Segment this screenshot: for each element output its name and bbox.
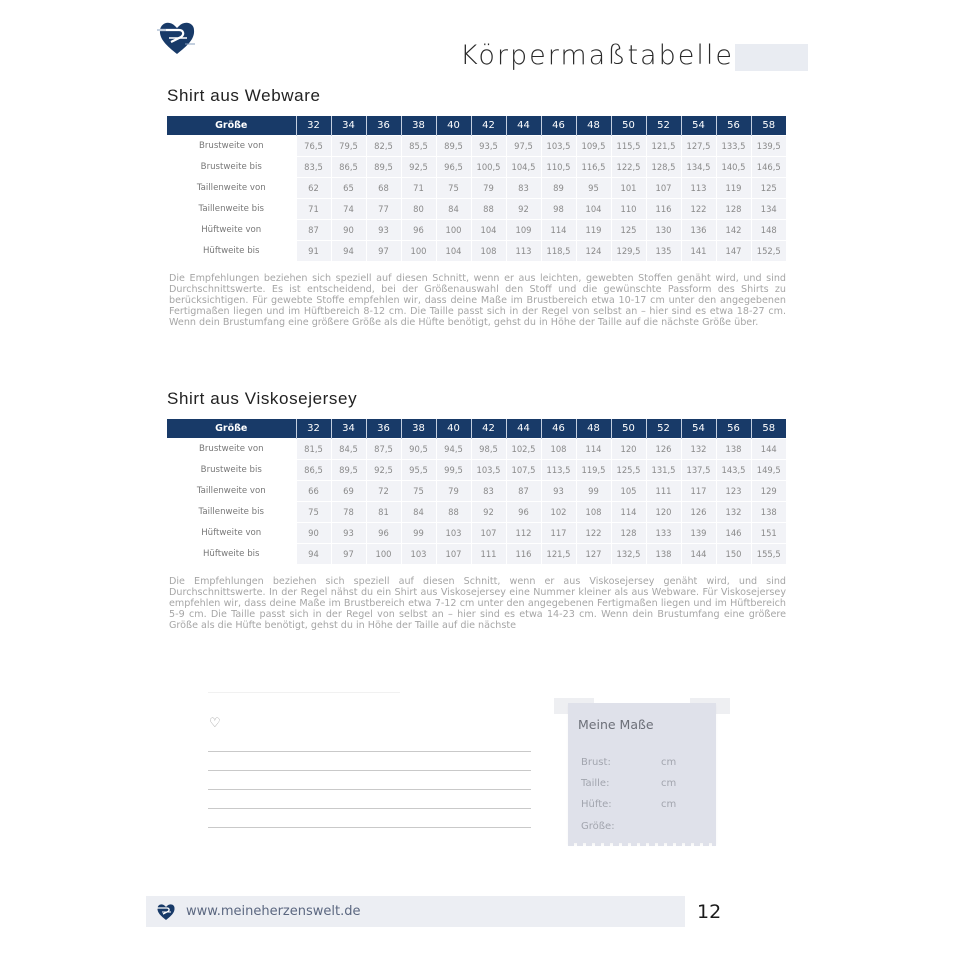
table-cell: 97 <box>366 240 401 261</box>
table-header-row <box>167 116 786 135</box>
size-column-header: 34 <box>331 116 366 135</box>
table-cell: 121,5 <box>646 135 681 156</box>
size-column-header: 52 <box>646 116 681 135</box>
table-cell: 146,5 <box>751 156 786 177</box>
table-cell: 122 <box>576 522 611 543</box>
size-column-header: 54 <box>681 116 716 135</box>
table-cell: 90 <box>331 219 366 240</box>
table-cell: 146 <box>716 522 751 543</box>
table-cell: 89,5 <box>366 156 401 177</box>
table-cell: 110 <box>611 198 646 219</box>
table-cell: 139,5 <box>751 135 786 156</box>
table-cell: 127 <box>576 543 611 564</box>
table-cell: 92,5 <box>401 156 436 177</box>
table-cell: 102 <box>541 501 576 522</box>
table-cell: 127,5 <box>681 135 716 156</box>
table-cell: 108 <box>576 501 611 522</box>
table-cell: 126 <box>681 501 716 522</box>
table-cell: 123 <box>716 480 751 501</box>
table-row <box>167 240 786 261</box>
size-column-header: 44 <box>506 116 541 135</box>
table-cell: 139 <box>681 522 716 543</box>
table-cell: 98,5 <box>471 438 506 459</box>
table-cell: 155,5 <box>751 543 786 564</box>
table-cell: 113 <box>681 177 716 198</box>
table-cell: 134 <box>751 198 786 219</box>
table-cell: 116,5 <box>576 156 611 177</box>
table-cell: 107 <box>436 543 471 564</box>
paragraph-viskosejersey: Die Empfehlungen beziehen sich speziell auf diesen Schnitt, wenn er aus Viskosejersey genäht wird, und sind Durchschnittswerte. In der Regel nähst du ein Shirt aus Viskosejersey eine Nummer kleiner als aus Webware. Für Viskosejersey empfehlen wir, dass deine Maße im Brustbereich etwa 7-12 cm unter den angegebenen Fertigmaßen liegen und im Hüftbereich 5-9 cm. Die Taille passt sich in der Regel von selbst an – hier sind es etwa 14-23 cm. Wenn dein Brustumfang eine größere Größe als die Hüfte benötigt, gehst du in Höhe der Taille auf die nächste <box>169 576 786 631</box>
table-cell: 103 <box>401 543 436 564</box>
table-cell: 97,5 <box>506 135 541 156</box>
table-cell: 130 <box>646 219 681 240</box>
table-cell: 144 <box>751 438 786 459</box>
table-cell: 122,5 <box>611 156 646 177</box>
size-column-header: 56 <box>716 419 751 438</box>
table-cell: 126 <box>646 438 681 459</box>
title-decoration-box <box>735 44 808 71</box>
table-cell: 69 <box>331 480 366 501</box>
table-cell: 74 <box>331 198 366 219</box>
table-cell: 113,5 <box>541 459 576 480</box>
table-cell: 100 <box>366 543 401 564</box>
table-row <box>167 480 786 501</box>
table-cell: 86,5 <box>296 459 331 480</box>
table-cell: 113 <box>506 240 541 261</box>
table-cell: 71 <box>296 198 331 219</box>
size-column-header: 38 <box>401 116 436 135</box>
table-cell: 100,5 <box>471 156 506 177</box>
table-row <box>167 135 786 156</box>
row-label: Brustweite bis <box>167 156 296 177</box>
table-cell: 138 <box>751 501 786 522</box>
table-cell: 140,5 <box>716 156 751 177</box>
size-column-header: 46 <box>541 116 576 135</box>
table-cell: 99 <box>576 480 611 501</box>
size-column-header: 58 <box>751 419 786 438</box>
table-cell: 132 <box>716 501 751 522</box>
table-row <box>167 543 786 564</box>
size-column-header: 42 <box>471 419 506 438</box>
table-cell: 83 <box>471 480 506 501</box>
page-title: Körpermaßtabelle <box>460 40 734 71</box>
table-cell: 95 <box>576 177 611 198</box>
table-cell: 90,5 <box>401 438 436 459</box>
table-cell: 82,5 <box>366 135 401 156</box>
table-cell: 116 <box>646 198 681 219</box>
table-cell: 80 <box>401 198 436 219</box>
table-cell: 94,5 <box>436 438 471 459</box>
table-cell: 104 <box>436 240 471 261</box>
table-cell: 128 <box>611 522 646 543</box>
footer-bar <box>146 896 685 927</box>
table-cell: 122 <box>681 198 716 219</box>
table-cell: 110,5 <box>541 156 576 177</box>
table-cell: 109 <box>506 219 541 240</box>
table-cell: 97 <box>331 543 366 564</box>
table-cell: 120 <box>646 501 681 522</box>
table-cell: 91 <box>296 240 331 261</box>
table-cell: 75 <box>436 177 471 198</box>
table-cell: 88 <box>436 501 471 522</box>
row-label: Taillenweite bis <box>167 501 296 522</box>
size-column-header: 48 <box>576 419 611 438</box>
notes-divider <box>208 692 400 693</box>
size-column-header: 38 <box>401 419 436 438</box>
note-line[interactable] <box>208 770 531 771</box>
table-cell: 103,5 <box>471 459 506 480</box>
size-column-header: 36 <box>366 419 401 438</box>
table-cell: 114 <box>541 219 576 240</box>
table-cell: 96,5 <box>436 156 471 177</box>
table-cell: 150 <box>716 543 751 564</box>
table-cell: 118,5 <box>541 240 576 261</box>
table-cell: 131,5 <box>646 459 681 480</box>
table-cell: 95,5 <box>401 459 436 480</box>
table-cell: 128,5 <box>646 156 681 177</box>
table-cell: 134,5 <box>681 156 716 177</box>
table-cell: 79 <box>471 177 506 198</box>
row-label: Brustweite von <box>167 438 296 459</box>
table-cell: 128 <box>716 198 751 219</box>
table-cell: 84 <box>436 198 471 219</box>
table-cell: 87 <box>506 480 541 501</box>
heart-logo-icon <box>157 20 197 56</box>
table-cell: 72 <box>366 480 401 501</box>
table-cell: 120 <box>611 438 646 459</box>
size-column-header: 32 <box>296 116 331 135</box>
size-column-header: 52 <box>646 419 681 438</box>
size-column-header: 56 <box>716 116 751 135</box>
table-cell: 112 <box>506 522 541 543</box>
table-cell: 129,5 <box>611 240 646 261</box>
table-cell: 83,5 <box>296 156 331 177</box>
table-cell: 103,5 <box>541 135 576 156</box>
size-column-header: 34 <box>331 419 366 438</box>
table-cell: 111 <box>471 543 506 564</box>
table-cell: 92,5 <box>366 459 401 480</box>
table-cell: 109,5 <box>576 135 611 156</box>
table-cell: 89,5 <box>331 459 366 480</box>
row-label: Taillenweite von <box>167 177 296 198</box>
table-cell: 137,5 <box>681 459 716 480</box>
table-cell: 115,5 <box>611 135 646 156</box>
table-row <box>167 177 786 198</box>
table-cell: 107,5 <box>506 459 541 480</box>
field-label-groesse: Größe: <box>581 821 615 832</box>
table-row <box>167 198 786 219</box>
table-cell: 105 <box>611 480 646 501</box>
size-column-header: 54 <box>681 419 716 438</box>
table-cell: 94 <box>296 543 331 564</box>
section-heading-viskosejersey: Shirt aus Viskosejersey <box>167 389 358 408</box>
field-label-brust: Brust: <box>581 757 611 768</box>
table-cell: 86,5 <box>331 156 366 177</box>
table-cell: 107 <box>646 177 681 198</box>
table-row <box>167 522 786 543</box>
field-unit-huefte: cm <box>661 799 677 810</box>
size-header-label: Größe <box>167 419 296 438</box>
table-cell: 87,5 <box>366 438 401 459</box>
table-row <box>167 459 786 480</box>
size-table-webware <box>167 116 786 261</box>
table-cell: 75 <box>401 480 436 501</box>
card-title: Meine Maße <box>578 717 654 732</box>
table-header-row <box>167 419 786 438</box>
note-line[interactable] <box>208 827 531 828</box>
table-cell: 125,5 <box>611 459 646 480</box>
table-cell: 135 <box>646 240 681 261</box>
table-cell: 84,5 <box>331 438 366 459</box>
table-cell: 99 <box>401 522 436 543</box>
size-column-header: 36 <box>366 116 401 135</box>
table-cell: 119 <box>716 177 751 198</box>
table-cell: 76,5 <box>296 135 331 156</box>
table-cell: 66 <box>296 480 331 501</box>
size-column-header: 50 <box>611 116 646 135</box>
table-cell: 117 <box>681 480 716 501</box>
table-cell: 119 <box>576 219 611 240</box>
table-row <box>167 438 786 459</box>
table-cell: 108 <box>471 240 506 261</box>
table-cell: 136 <box>681 219 716 240</box>
table-cell: 88 <box>471 198 506 219</box>
table-cell: 121,5 <box>541 543 576 564</box>
size-table-viskosejersey <box>167 419 786 564</box>
row-label: Hüftweite bis <box>167 240 296 261</box>
row-label: Brustweite bis <box>167 459 296 480</box>
size-column-header: 58 <box>751 116 786 135</box>
note-line[interactable] <box>208 751 531 752</box>
table-row <box>167 501 786 522</box>
table-cell: 79 <box>436 480 471 501</box>
table-cell: 104 <box>471 219 506 240</box>
size-header-label: Größe <box>167 116 296 135</box>
my-measurements-card <box>568 703 716 843</box>
table-cell: 98 <box>541 198 576 219</box>
size-column-header: 50 <box>611 419 646 438</box>
size-column-header: 32 <box>296 419 331 438</box>
table-cell: 108 <box>541 438 576 459</box>
table-cell: 85,5 <box>401 135 436 156</box>
row-label: Taillenweite bis <box>167 198 296 219</box>
table-cell: 148 <box>751 219 786 240</box>
table-cell: 141 <box>681 240 716 261</box>
table-cell: 100 <box>436 219 471 240</box>
table-cell: 104 <box>576 198 611 219</box>
table-cell: 84 <box>401 501 436 522</box>
table-cell: 89,5 <box>436 135 471 156</box>
table-cell: 77 <box>366 198 401 219</box>
table-cell: 132,5 <box>611 543 646 564</box>
table-cell: 78 <box>331 501 366 522</box>
table-cell: 147 <box>716 240 751 261</box>
table-cell: 133,5 <box>716 135 751 156</box>
field-unit-taille: cm <box>661 778 677 789</box>
table-cell: 79,5 <box>331 135 366 156</box>
table-cell: 152,5 <box>751 240 786 261</box>
table-cell: 125 <box>751 177 786 198</box>
table-cell: 117 <box>541 522 576 543</box>
table-cell: 93 <box>331 522 366 543</box>
table-cell: 104,5 <box>506 156 541 177</box>
page-number: 12 <box>697 901 722 923</box>
table-cell: 83 <box>506 177 541 198</box>
table-cell: 68 <box>366 177 401 198</box>
table-cell: 94 <box>331 240 366 261</box>
table-cell: 90 <box>296 522 331 543</box>
table-cell: 132 <box>681 438 716 459</box>
table-cell: 96 <box>506 501 541 522</box>
table-cell: 89 <box>541 177 576 198</box>
row-label: Hüftweite von <box>167 219 296 240</box>
heart-icon: ♡ <box>209 716 221 731</box>
table-cell: 75 <box>296 501 331 522</box>
table-cell: 102,5 <box>506 438 541 459</box>
table-cell: 111 <box>646 480 681 501</box>
table-cell: 142 <box>716 219 751 240</box>
table-cell: 93 <box>366 219 401 240</box>
table-cell: 114 <box>576 438 611 459</box>
table-cell: 116 <box>506 543 541 564</box>
table-row <box>167 219 786 240</box>
size-column-header: 42 <box>471 116 506 135</box>
table-cell: 81,5 <box>296 438 331 459</box>
size-column-header: 48 <box>576 116 611 135</box>
table-cell: 96 <box>401 219 436 240</box>
note-line[interactable] <box>208 789 531 790</box>
table-cell: 71 <box>401 177 436 198</box>
table-cell: 81 <box>366 501 401 522</box>
table-cell: 138 <box>646 543 681 564</box>
table-cell: 107 <box>471 522 506 543</box>
row-label: Taillenweite von <box>167 480 296 501</box>
table-cell: 144 <box>681 543 716 564</box>
paragraph-webware: Die Empfehlungen beziehen sich speziell auf diesen Schnitt, wenn er aus leichten, gewebten Stoffen genäht wird, und sind Durchschnittswerte. Es ist entscheidend, bei der Größenauswahl den Stoff und die gewünschte Passform des Shirts zu berücksichtigen. Für gewebte Stoffe empfehlen wir, dass deine Maße im Brustbereich etwa 10-17 cm unter den angegebenen Fertigmaßen liegen und im Hüftbereich 8-12 cm. Die Taille passt sich in der Regel von selbst an – hier sind es etwa 18-27 cm. Wenn dein Brustumfang eine größere Größe als die Hüfte benötigt, gehst du in Höhe der Taille auf die nächste Größe über. <box>169 273 786 328</box>
size-column-header: 44 <box>506 419 541 438</box>
table-cell: 149,5 <box>751 459 786 480</box>
size-column-header: 40 <box>436 419 471 438</box>
table-cell: 87 <box>296 219 331 240</box>
table-cell: 103 <box>436 522 471 543</box>
table-cell: 93,5 <box>471 135 506 156</box>
table-cell: 119,5 <box>576 459 611 480</box>
field-unit-brust: cm <box>661 757 677 768</box>
table-cell: 138 <box>716 438 751 459</box>
table-cell: 114 <box>611 501 646 522</box>
size-column-header: 40 <box>436 116 471 135</box>
table-cell: 151 <box>751 522 786 543</box>
table-cell: 93 <box>541 480 576 501</box>
table-cell: 65 <box>331 177 366 198</box>
table-cell: 62 <box>296 177 331 198</box>
website-link[interactable]: www.meineherzenswelt.de <box>186 904 361 919</box>
table-cell: 92 <box>471 501 506 522</box>
table-cell: 92 <box>506 198 541 219</box>
table-cell: 143,5 <box>716 459 751 480</box>
table-cell: 129 <box>751 480 786 501</box>
table-cell: 124 <box>576 240 611 261</box>
row-label: Hüftweite bis <box>167 543 296 564</box>
table-cell: 101 <box>611 177 646 198</box>
heart-logo-icon <box>156 903 176 921</box>
row-label: Brustweite von <box>167 135 296 156</box>
field-label-huefte: Hüfte: <box>581 799 612 810</box>
section-heading-webware: Shirt aus Webware <box>167 86 321 105</box>
table-cell: 125 <box>611 219 646 240</box>
table-cell: 133 <box>646 522 681 543</box>
row-label: Hüftweite von <box>167 522 296 543</box>
field-label-taille: Taille: <box>581 778 610 789</box>
table-cell: 100 <box>401 240 436 261</box>
table-cell: 99,5 <box>436 459 471 480</box>
table-cell: 96 <box>366 522 401 543</box>
size-column-header: 46 <box>541 419 576 438</box>
note-line[interactable] <box>208 808 531 809</box>
table-row <box>167 156 786 177</box>
